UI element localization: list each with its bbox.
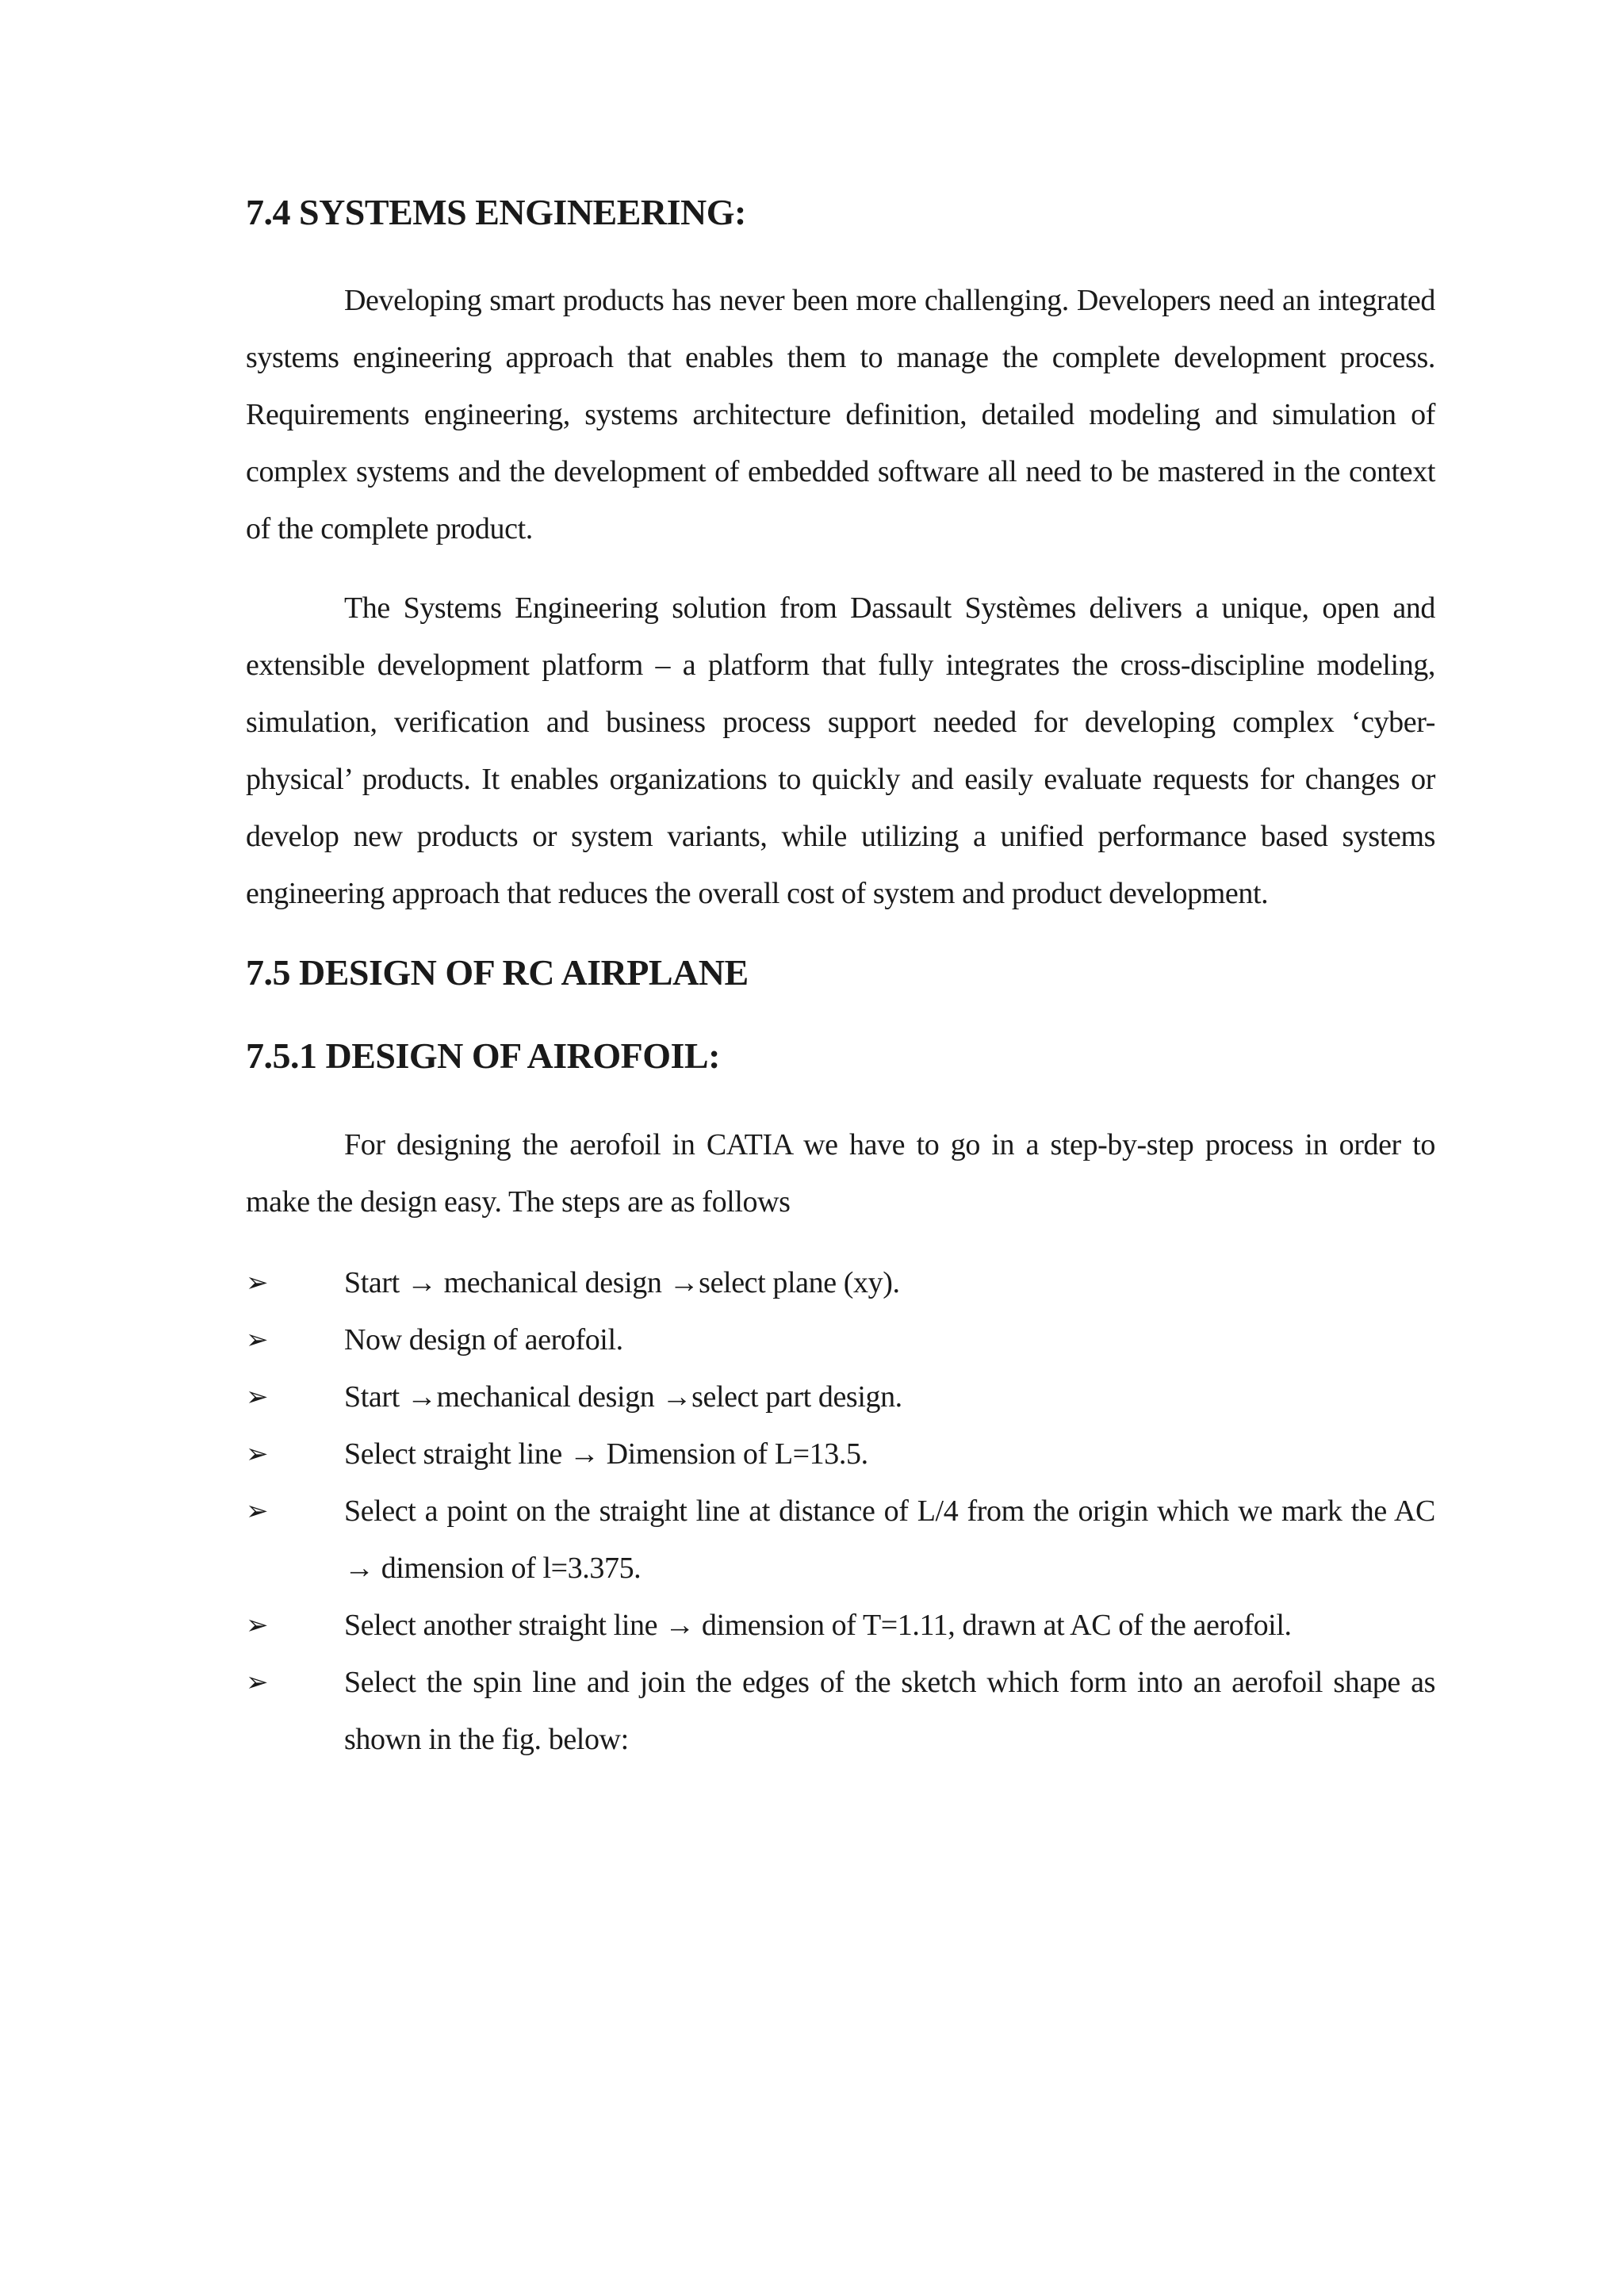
paragraph-smart-products: Developing smart products has never been more challenging. Developers need an integrated systems engineering approach that enables them to manage the complete development process. Requirements engineering, systems architecture definition, detailed modeling and simulation of complex systems and the development of embedded software all need to be mastered in the context of the complete product. xyxy=(246,284,1435,546)
list-item xyxy=(246,1597,1435,1654)
arrow-bullet-icon: ➢ xyxy=(246,1437,269,1470)
list-item xyxy=(246,1311,1435,1368)
step-text: Now design of aerofoil. xyxy=(344,1322,623,1357)
step-text: Start → mechanical design →select plane (xy). xyxy=(344,1265,900,1299)
list-item xyxy=(246,1254,1435,1311)
section-heading-design-airofoil: 7.5.1 DESIGN OF AIROFOIL: xyxy=(246,1035,720,1077)
arrow-bullet-icon: ➢ xyxy=(246,1323,269,1356)
list-item xyxy=(246,1425,1435,1483)
list-item xyxy=(246,1483,1435,1597)
section-heading-design-rc-airplane: 7.5 DESIGN OF RC AIRPLANE xyxy=(246,952,749,993)
arrow-bullet-icon: ➢ xyxy=(246,1666,269,1698)
paragraph-dassault-solution: The Systems Engineering solution from Dassault Systèmes delivers a unique, open and extensible development platform – a platform that fully integrates the cross-discipline modeling, simulation, verification and business process support needed for developing complex ‘cyber-physical’ products. It enables organizations to quickly and easily evaluate requests for changes or develop new products or system variants, while utilizing a unified performance based systems engineering approach that reduces the overall cost of system and product development. xyxy=(246,591,1435,911)
steps-list xyxy=(246,1254,1435,1768)
list-item xyxy=(246,1368,1435,1425)
step-text: Start →mechanical design →select part design. xyxy=(344,1380,902,1414)
step-text: Select the spin line and join the edges of the sketch which form into an aerofoil shape as shown in the fig. below: xyxy=(344,1665,1435,1756)
document-page xyxy=(246,190,1435,1768)
section-heading-systems-engineering: 7.4 SYSTEMS ENGINEERING: xyxy=(246,192,746,232)
arrow-bullet-icon: ➢ xyxy=(246,1609,269,1641)
step-text: Select straight line → Dimension of L=13.5. xyxy=(344,1437,868,1471)
arrow-bullet-icon: ➢ xyxy=(246,1494,269,1527)
arrow-bullet-icon: ➢ xyxy=(246,1380,269,1413)
step-text: Select another straight line → dimension of T=1.11, drawn at AC of the aerofoil. xyxy=(344,1608,1292,1642)
step-text: Select a point on the straight line at distance of L/4 from the origin which we mark the AC → dimension of l=3.375. xyxy=(344,1494,1435,1585)
list-item xyxy=(246,1654,1435,1768)
paragraph-airfoil-intro: For designing the aerofoil in CATIA we have to go in a step-by-step process in order to make the design easy. The steps are as follows xyxy=(246,1127,1435,1219)
arrow-bullet-icon: ➢ xyxy=(246,1266,269,1299)
